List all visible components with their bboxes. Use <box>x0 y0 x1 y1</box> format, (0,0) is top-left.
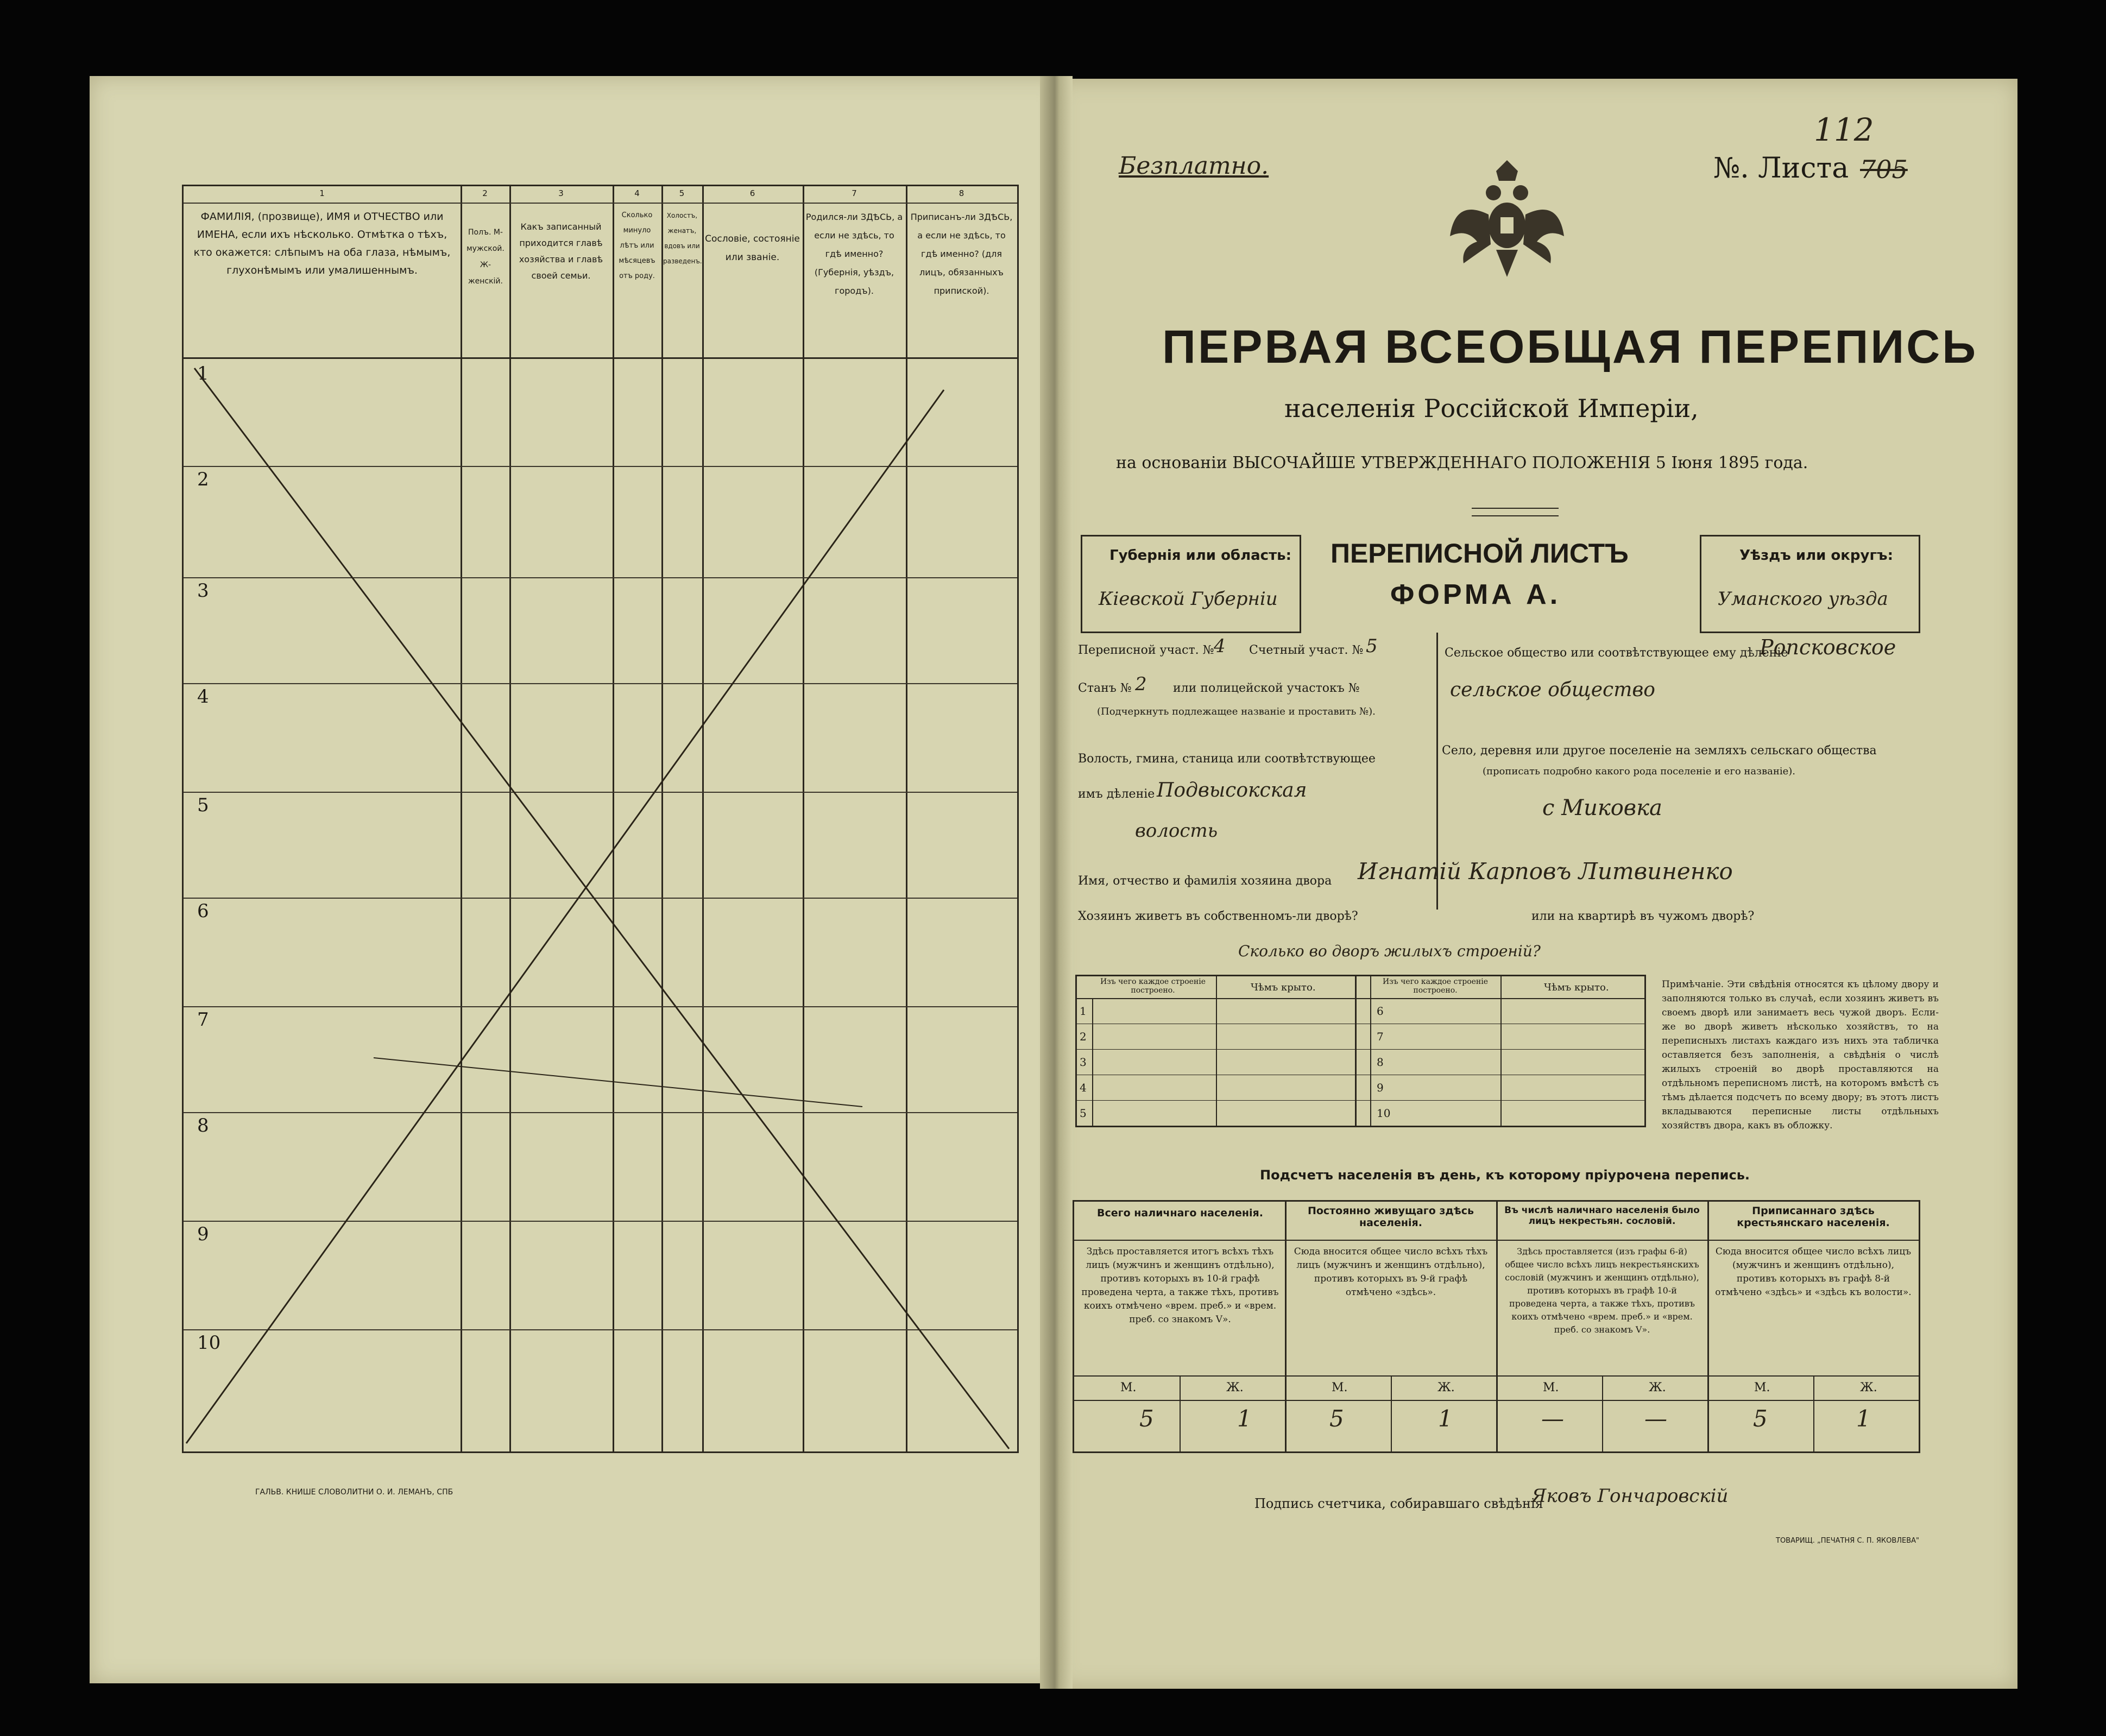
bt-header-roof-right: Чѣмъ крыто. <box>1544 982 1609 993</box>
col-num-3: 3 <box>558 188 564 198</box>
permanent-m-value: 5 <box>1329 1405 1344 1432</box>
count-col-desc: Здѣсь проставляется итогъ всѣхъ тѣхъ лицъ (мужчинъ и женщинъ отдѣльно), противъ которыхъ въ 10-й графѣ проведена черта, а также тѣхъ, противъ коихъ отмѣчено «врем. преб.» и «врем. преб. со знакомъ V». <box>1081 1246 1279 1325</box>
signature-value: Яковъ Гончаровскій <box>1531 1485 1729 1507</box>
society-value: Ропсковское <box>1760 635 1896 659</box>
col-header-5: Холостъ, женатъ, вдовъ или разведенъ. <box>663 212 702 265</box>
bt-header-roof-left: Чѣмъ крыто. <box>1251 982 1316 993</box>
signature-label: Подпись счетчика, собиравшаго свѣдѣнія <box>1254 1496 1543 1511</box>
imperial-eagle-emblem <box>1445 155 1569 285</box>
sheet-number-label: №. Листа <box>1713 152 1849 185</box>
col-num-2: 2 <box>482 188 488 198</box>
bt-row: 10 <box>1377 1107 1391 1120</box>
owner-label: Имя, отчество и фамилія хозяина двора <box>1078 874 1332 888</box>
col-header-3: Какъ записанный приходится главѣ хозяйства и главѣ своей семьи. <box>519 222 603 281</box>
row-number: 2 <box>197 469 209 490</box>
village-label: Село, деревня или другое поселеніе на земляхъ сельскаго общества <box>1442 744 1877 757</box>
total-m-value: 5 <box>1139 1405 1154 1432</box>
gubernia-label: Губернія или область: <box>1109 547 1291 564</box>
col-header-7: Родился-ли ЗДѢСЬ, а если не здѣсь, то гдѣ именно? (Губернія, уѣздъ, городъ). <box>805 212 903 296</box>
village-value: с Миковка <box>1542 796 1662 820</box>
volost-value-2: волость <box>1135 820 1218 842</box>
bt-header-material-left: Изъ чего каждое строеніе построено. <box>1100 977 1206 995</box>
registered-f-value: 1 <box>1856 1405 1871 1432</box>
count-col-desc: Сюда вносится общее число всѣхъ тѣхъ лицъ (мужчинъ и женщинъ отдѣльно), противъ которыхъ въ 9-й графѣ отмѣчено «здѣсь». <box>1294 1246 1488 1298</box>
buildings-label: Сколько во дворъ жилыхъ строеній? <box>1238 942 1541 960</box>
row-number: 5 <box>197 794 209 816</box>
census-section-label: Переписной участ. № <box>1078 643 1214 657</box>
rented-label: или на квартирѣ въ чужомъ дворѣ? <box>1531 910 1755 923</box>
underline-note: (Подчеркнуть подлежащее названіе и проставить №). <box>1097 706 1376 717</box>
volost-label-2: имъ дѣленіе <box>1078 787 1155 801</box>
society-label: Сельское общество или соотвѣтствующее ему дѣленіе <box>1445 646 1788 660</box>
society-value-2: сельское общество <box>1450 679 1655 701</box>
counting-section-label: Счетный участ. № <box>1249 643 1364 657</box>
village-note: (прописать подробно какого рода поселеніе и его названіе). <box>1483 766 1795 777</box>
book-gutter <box>1040 76 1073 1689</box>
row-number: 8 <box>197 1115 209 1137</box>
volost-label: Волость, гмина, станица или соотвѣтствующее <box>1078 752 1376 766</box>
note-text: Примѣчаніе. Эти свѣдѣнія относятся къ цѣлому двору и заполняются только въ случаѣ, если хозяинъ живетъ въ своемъ дворѣ или занимаетъ весь чужой дворъ. Если-же во дворѣ живетъ нѣсколько хозяйствъ, то на переписныхъ листахъ каждаго изъ нихъ эта табличка оставляется безъ заполненія, а свѣдѣнія о числѣ жилыхъ строеній во дворѣ проставляются на отдѣльномъ переписномъ листѣ, на которомъ вмѣстѣ съ тѣмъ дѣлается подсчетъ по всему двору; въ этотъ листъ вкладываются переписные листы отдѣльныхъ хозяйствъ двора, какъ въ обложку. <box>1662 979 1939 1131</box>
population-count-table <box>1073 1200 1920 1453</box>
col-header-2: Полъ. М-мужской. Ж-женскій. <box>466 228 505 286</box>
volost-value: Подвысокская <box>1157 779 1307 801</box>
col-num-6: 6 <box>749 188 755 198</box>
bt-row: 2 <box>1080 1030 1087 1043</box>
nonpeasant-m-value: — <box>1541 1405 1564 1432</box>
census-table <box>182 185 1019 1453</box>
m-label: М. <box>1120 1381 1137 1394</box>
col-header-6: Сословіе, состояніе или званіе. <box>705 233 800 263</box>
own-yard-label: Хозяинъ живетъ въ собственномъ-ли дворѣ? <box>1078 910 1358 923</box>
permanent-f-value: 1 <box>1438 1405 1453 1432</box>
owner-value: Игнатій Карповъ Литвиненко <box>1358 858 1733 885</box>
m-label: М. <box>1332 1381 1348 1394</box>
census-section-value: 4 <box>1214 635 1226 657</box>
col-header-1: ФАМИЛІЯ, (прозвище), ИМЯ и ОТЧЕСТВО или ИМЕНА, если ихъ нѣсколько. Отмѣтка о тѣхъ, кто окажется: слѣпымъ на оба глаза, нѣмымъ, глухонѣмымъ или умалишеннымъ. <box>193 211 451 276</box>
f-label: Ж. <box>1437 1381 1455 1394</box>
gubernia-box <box>1081 535 1301 633</box>
col-header-8: Приписанъ-ли ЗДѢСЬ, а если не здѣсь, то гдѣ именно? (для лицъ, обязанныхъ припиской). <box>910 212 1013 296</box>
col-num-7: 7 <box>852 188 857 198</box>
nonpeasant-f-value: — <box>1644 1405 1667 1432</box>
f-label: Ж. <box>1860 1381 1877 1394</box>
row-number: 4 <box>197 686 209 708</box>
bt-row: 9 <box>1377 1081 1384 1094</box>
bt-row: 1 <box>1080 1005 1087 1018</box>
col-num-4: 4 <box>634 188 640 198</box>
row-number: 1 <box>197 363 209 384</box>
count-col-title: Постоянно живущаго здѣсь населенія. <box>1307 1205 1474 1229</box>
right-imprint: ТОВАРИЩ. „ПЕЧАТНЯ С. П. ЯКОВЛЕВА" <box>1776 1537 1920 1545</box>
free-label: Безплатно. <box>1119 152 1269 180</box>
decorative-rule <box>1472 508 1559 516</box>
main-title: ПЕРВАЯ ВСЕОБЩАЯ ПЕРЕПИСЬ <box>1162 321 1978 373</box>
stan-value: 2 <box>1135 673 1147 695</box>
m-label: М. <box>1543 1381 1559 1394</box>
gubernia-value: Кіевской Губерніи <box>1099 588 1278 610</box>
left-imprint: ГАЛЬВ. КНИШЕ СЛОВОЛИТНИ О. И. ЛЕМАНЪ, СПБ <box>255 1488 453 1497</box>
counting-section-value: 5 <box>1366 635 1378 657</box>
row-number: 10 <box>197 1332 221 1354</box>
bt-row: 5 <box>1080 1107 1087 1120</box>
row-number: 7 <box>197 1009 209 1031</box>
bt-row: 8 <box>1377 1056 1384 1069</box>
police-label: или полицейской участокъ № <box>1173 681 1360 695</box>
f-label: Ж. <box>1226 1381 1244 1394</box>
buildings-table <box>1075 975 1646 1127</box>
subtitle: населенія Россійской Имперіи, <box>1284 394 1699 423</box>
count-col-title: Приписаннаго здѣсь крестьянскаго населенія. <box>1737 1205 1890 1229</box>
uezd-box <box>1700 535 1920 633</box>
f-label: Ж. <box>1649 1381 1666 1394</box>
bt-row: 7 <box>1377 1030 1384 1043</box>
corner-number: 112 <box>1814 111 1874 148</box>
bt-header-material-right: Изъ чего каждое строеніе построено. <box>1382 977 1489 995</box>
row-number: 3 <box>197 580 209 602</box>
form-title-1: ПЕРЕПИСНОЙ ЛИСТЪ <box>1331 538 1629 569</box>
row-number: 6 <box>197 900 209 922</box>
col-num-5: 5 <box>679 188 685 198</box>
uezd-value: Уманского уѣзда <box>1718 588 1888 610</box>
count-col-desc: Здѣсь проставляется (изъ графы 6-й) общее число всѣхъ лицъ некрестьянскихъ сословій (мужчинъ и женщинъ отдѣльно), противъ которыхъ въ графѣ 10-й проведена черта, а также тѣхъ, противъ коихъ отмѣчено «врем. преб.» и «врем. преб. со знакомъ V». <box>1505 1246 1699 1335</box>
col-header-4: Сколько минуло лѣтъ или мѣсяцевъ отъ роду. <box>619 211 655 280</box>
col-num-8: 8 <box>959 188 964 198</box>
bt-row: 4 <box>1080 1081 1087 1094</box>
form-title-2: ФОРМА А. <box>1390 579 1561 610</box>
uezd-label: Уѣздъ или округъ: <box>1739 547 1893 564</box>
registered-m-value: 5 <box>1753 1405 1768 1432</box>
count-col-desc: Сюда вносится общее число всѣхъ лицъ (мужчинъ и женщинъ отдѣльно), противъ которыхъ въ графѣ 8-й отмѣчено «здѣсь» и «здѣсь къ волости». <box>1715 1246 1912 1298</box>
count-col-title: Въ числѣ наличнаго населенія было лицъ некрестьян. сословій. <box>1504 1205 1700 1227</box>
cross-out-mark <box>184 357 1017 1451</box>
bt-row: 6 <box>1377 1005 1384 1018</box>
sheet-number-value: 705 <box>1860 155 1908 184</box>
basis-text: на основаніи ВЫСОЧАЙШЕ УТВЕРЖДЕННАГО ПОЛОЖЕНІЯ 5 Іюня 1895 года. <box>1116 453 1808 472</box>
m-label: М. <box>1754 1381 1770 1394</box>
row-number: 9 <box>197 1223 209 1245</box>
stan-label: Станъ № <box>1078 681 1132 695</box>
total-f-value: 1 <box>1237 1405 1252 1432</box>
count-col-title: Всего наличнаго населенія. <box>1097 1207 1263 1219</box>
count-title: Подсчетъ населенія въ день, къ которому пріурочена перепись. <box>1260 1167 1750 1183</box>
col-num-1: 1 <box>319 188 325 198</box>
bt-row: 3 <box>1080 1056 1087 1069</box>
